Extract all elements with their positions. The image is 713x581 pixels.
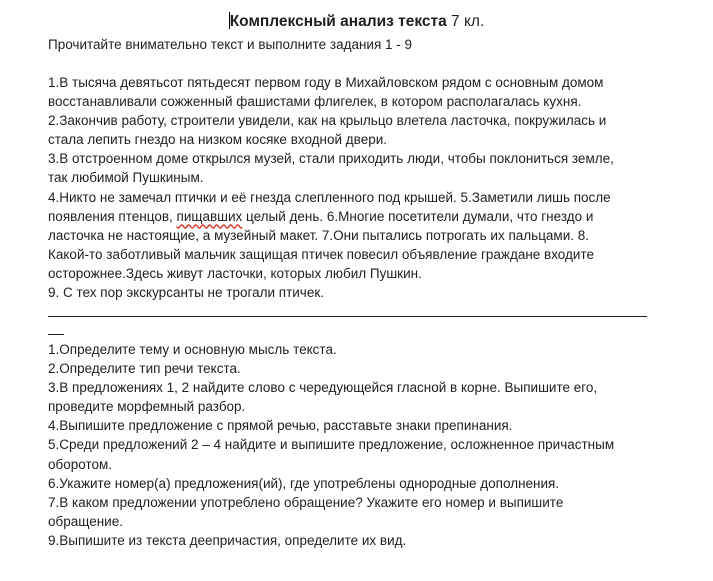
text-line: Какой-то заботливый мальчик защищая птичек повесил объявление граждане входите	[48, 246, 594, 262]
text-line: 1.В тысяча девятьсот пятьдесят первом году в Михайловском рядом с основным домом	[48, 75, 604, 90]
title-bold: Комплексный анализ текста	[229, 13, 447, 30]
text-line: ласточка не настоящие, а музейный макет. 7.Они пытались потрогать их пальцами. 8.	[48, 227, 590, 243]
text-line: восстанавливали сожженный фашистами флигелек, в котором располагалась кухня.	[48, 94, 582, 110]
text-segment: целый день. 6.Многие посетители думали, что гнездо и	[242, 208, 594, 224]
separator-line	[48, 316, 647, 317]
task-line: 9.Выпишите из текста деепричастия, определите их вид.	[48, 532, 407, 548]
separator-line-tail	[48, 334, 64, 335]
text-line: так любимой Пушкиным.	[48, 170, 204, 186]
task-line: проведите морфемный разбор.	[48, 399, 246, 415]
task-line: 4.Выпишите предложение с прямой речью, расставьте знаки препинания.	[48, 418, 513, 434]
tasks-list	[48, 340, 668, 550]
spellcheck-underlined-word[interactable]: пищавших	[176, 208, 243, 224]
text-line: стала лепить гнездо на низком косяке входной двери.	[48, 132, 388, 148]
task-line: оборотом.	[48, 456, 113, 472]
text-line: 4.Никто не замечал птички и её гнезда слепленного под крышей. 5.Заметили лишь после	[48, 189, 611, 205]
task-line: 5.Среди предложений 2 – 4 найдите и выпишите предложение, осложненное причастным	[48, 437, 615, 453]
task-line: 7.В каком предложении употреблено обращение? Укажите его номер и выпишите	[48, 494, 564, 510]
text-line: осторожнее.Здесь живут ласточки, которых любил Пушкин.	[48, 265, 422, 281]
title-grade: 7 кл.	[451, 13, 485, 30]
instruction-text: Прочитайте внимательно текст и выполните задания 1 - 9	[48, 37, 413, 52]
task-line: 2.Определите тип речи текста.	[48, 361, 241, 377]
task-line: 3.В предложениях 1, 2 найдите слово с чередующейся гласной в корне. Выпишите его,	[48, 380, 598, 396]
text-line	[48, 207, 668, 226]
text-line: 9. С тех пор экскурсанты не трогали птичек.	[48, 285, 324, 301]
text-passage	[48, 73, 668, 302]
text-segment: появления птенцов,	[48, 208, 177, 224]
text-line: 3.В отстроенном доме открылся музей, стали приходить люди, чтобы поклониться земле,	[48, 151, 614, 167]
task-line: обращение.	[48, 513, 123, 529]
task-line: 1.Определите тему и основную мысль текста.	[48, 342, 337, 357]
task-line: 6.Укажите номер(а) предложения(ий), где употреблены однородные дополнения.	[48, 475, 560, 491]
page-title	[0, 12, 713, 32]
text-line: 2.Закончив работу, строители увидели, как на крыльцо влетела ласточка, покружилась и	[48, 113, 607, 129]
